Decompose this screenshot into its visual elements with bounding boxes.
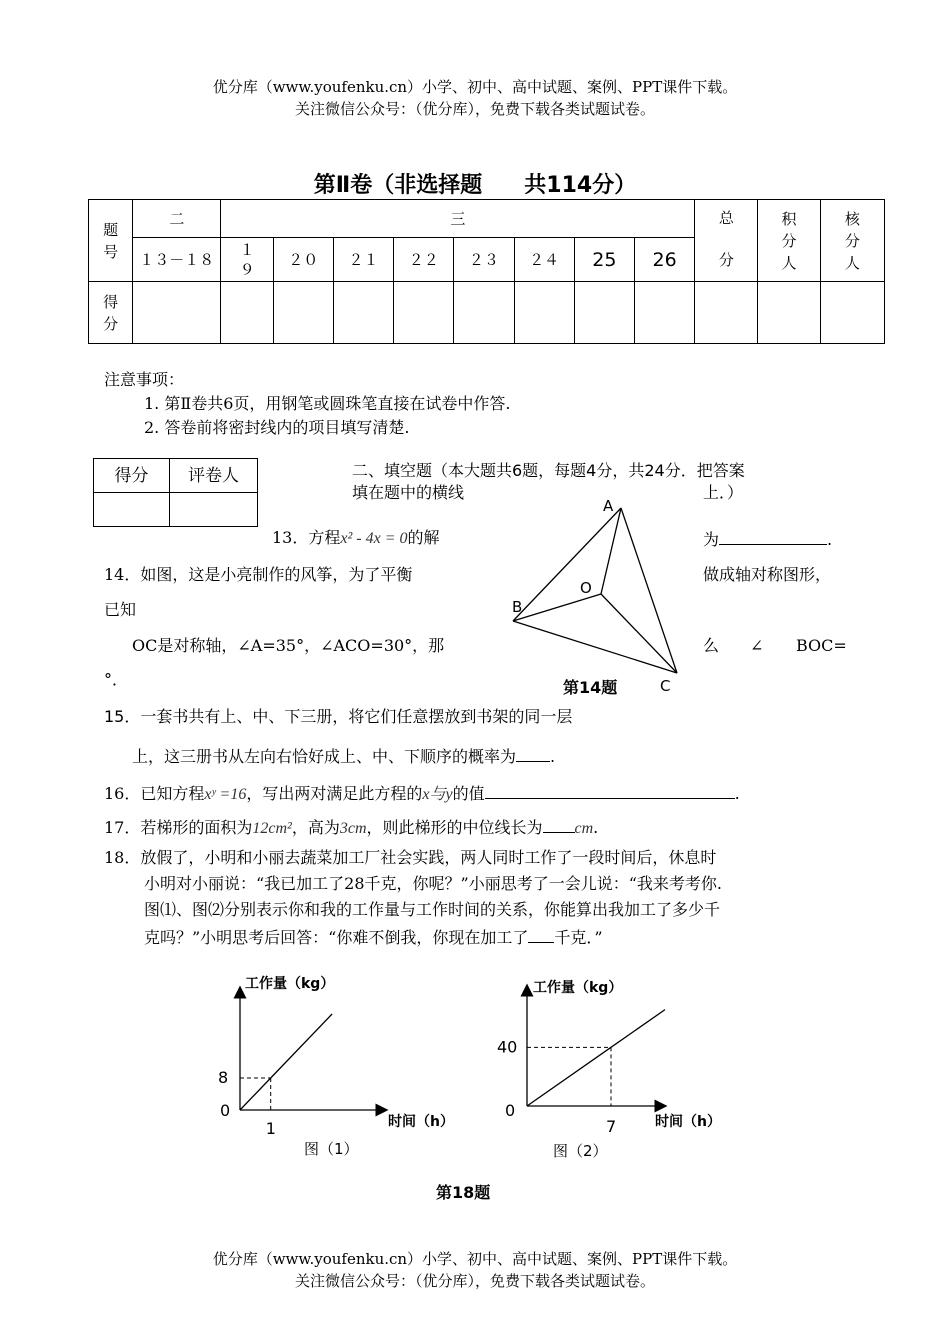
chart2-ylabel: 工作量（kg） [533, 980, 623, 996]
q14-fig-caption: 第14题 [563, 678, 618, 697]
section2-heading-line1: 二、填空题（本大题共6题，每题4分，共24分．把答案 [352, 461, 745, 480]
cell-section-3: 三 [221, 200, 695, 238]
q18-line1: 18．放假了，小明和小丽去蔬菜加工厂社会实践，两人同时工作了一段时间后，休息时 [104, 848, 717, 867]
q16-answer-blank[interactable] [485, 780, 735, 799]
score-table [88, 199, 885, 344]
chart1-y-tick: 8 [218, 1068, 229, 1087]
score-input-hefen[interactable] [820, 282, 884, 344]
score-input-21[interactable] [333, 282, 393, 344]
chart2-y-tick: 40 [497, 1037, 518, 1057]
title-part-2: 共114分） [524, 173, 637, 198]
section2-heading-line2a: 填在题中的横线 [352, 483, 465, 502]
cell-col-19: １９ [221, 238, 273, 282]
q18-chart-2 [495, 966, 755, 1166]
q14-line3a: OC是对称轴，∠A=35°，∠ACO=30°，那 [132, 636, 445, 655]
q18-line3: 图⑴、图⑵分别表示你和我的工作量与工作时间的关系，你能算出我加工了多少千 [144, 900, 721, 919]
score-input-23[interactable] [454, 282, 514, 344]
chart1-title: 图（1） [304, 1140, 359, 1158]
q16-xy: x与y [422, 786, 453, 803]
q18-line4: 克吗？”小明思考后回答：“你难不倒我，你现在加工了 千克．” [144, 924, 603, 950]
cell-col-13-18: １３－１８ [133, 238, 221, 282]
q16-equation: xʸ =16 [204, 786, 247, 803]
header-line-1: 优分库（www.youfenku.cn）小学、初中、高中试题、案例、PPT课件下载。 [212, 78, 738, 96]
q15-line1: 15．一套书共有上、中、下三册，将它们任意摆放到书架的同一层 [104, 707, 573, 726]
q17-unit: cm [574, 820, 594, 837]
q18-fig-caption: 第18题 [436, 1183, 491, 1202]
q18-answer-blank[interactable] [528, 924, 554, 943]
q18-line2: 小明对小丽说：“我已加工了28千克，你呢？”小丽思考了一会儿说：“我来考考你. [144, 874, 722, 893]
cell-col-22: ２２ [394, 238, 454, 282]
q14-line2: 已知 [104, 600, 137, 619]
cell-col-21: ２１ [333, 238, 393, 282]
cell-tihao: 题号 [89, 200, 133, 282]
footer-line-1: 优分库（www.youfenku.cn）小学、初中、高中试题、案例、PPT课件下载。 [212, 1250, 738, 1268]
kite-label-b: B [512, 598, 523, 616]
q18-chart-1 [210, 964, 460, 1164]
kite-label-c: C [660, 677, 671, 695]
kite-label-o: O [580, 579, 592, 597]
chart2-title: 图（2） [553, 1142, 608, 1160]
chart1-x-tick: 1 [265, 1119, 276, 1138]
grader-defen-label: 得分 [94, 459, 170, 493]
q17-text: 17．若梯形的面积为12cm²，高为3cm，则此梯形的中位线长为 cm. [104, 814, 598, 841]
section2-heading-line2b: 上．） [703, 483, 744, 502]
q13-answer-blank[interactable] [719, 526, 827, 545]
q16-text: 16．已知方程xʸ =16，写出两对满足此方程的x与y的值 . [104, 780, 740, 807]
cell-col-26: 26 [634, 238, 694, 282]
q13-answer: 为 . [703, 526, 832, 552]
score-input-19[interactable] [221, 282, 273, 344]
q14-line1a: 14．如图，这是小亮制作的风筝，为了平衡 [104, 565, 413, 584]
score-input-24[interactable] [514, 282, 574, 344]
score-input-20[interactable] [273, 282, 333, 344]
page-title [0, 168, 950, 199]
q17-answer-blank[interactable] [543, 814, 575, 833]
score-input-25[interactable] [574, 282, 634, 344]
score-input-26[interactable] [634, 282, 694, 344]
cell-zongfen: 总 分 [695, 200, 758, 282]
cell-col-25: 25 [574, 238, 634, 282]
cell-col-24: ２４ [514, 238, 574, 282]
header-line-2: 关注微信公众号：（优分库），免费下载各类试题试卷。 [294, 100, 655, 118]
score-input-22[interactable] [394, 282, 454, 344]
q14-line3b-1: 么 [703, 636, 720, 655]
chart1-origin: 0 [220, 1101, 231, 1120]
kite-edge-ao [601, 508, 621, 594]
q14-line1b: 做成轴对称图形， [703, 565, 832, 584]
title-part-1: 第Ⅱ卷（非选择题 [313, 173, 483, 198]
q14-line4: °． [104, 670, 129, 689]
q15-line2: 上，这三册书从左向右恰好成上、中、下顺序的概率为 . [132, 743, 555, 769]
cell-jifenren: 积分人 [758, 200, 820, 282]
cell-section-2: 二 [133, 200, 221, 238]
cell-defen: 得分 [89, 282, 133, 344]
notes-item-2: 2. 答卷前将密封线内的项目填写清楚. [144, 418, 410, 437]
q13-text: 13．方程x² - 4x = 0的解 [272, 528, 440, 547]
notes-heading: 注意事项： [104, 370, 185, 389]
chart2-x-tick: 7 [606, 1117, 617, 1136]
chart2-series-line [527, 1010, 665, 1106]
grader-name-input[interactable] [170, 493, 258, 527]
kite-label-a: A [603, 497, 614, 515]
q14-line3b-2: ∠ [750, 636, 764, 655]
chart1-ylabel: 工作量（kg） [245, 976, 335, 992]
q14-kite-figure [500, 494, 690, 704]
chart2-origin: 0 [505, 1101, 516, 1120]
notes-item-1: 1. 第Ⅱ卷共6页，用钢笔或圆珠笔直接在试卷中作答. [144, 394, 511, 413]
score-input-13-18[interactable] [133, 282, 221, 344]
kite-edge-ac [621, 508, 677, 673]
score-input-total[interactable] [695, 282, 758, 344]
cell-col-23: ２３ [454, 238, 514, 282]
cell-hefenren: 核分人 [820, 200, 884, 282]
chart1-xlabel: 时间（h） [388, 1114, 454, 1130]
grader-pingjuanren-label: 评卷人 [170, 459, 258, 493]
footer-line-2: 关注微信公众号：（优分库），免费下载各类试题试卷。 [294, 1272, 655, 1290]
chart1-series-line [240, 1014, 332, 1110]
q17-height: 3cm [339, 820, 367, 837]
grader-score-input[interactable] [94, 493, 170, 527]
score-input-jifen[interactable] [758, 282, 820, 344]
q13-equation: x² - 4x = 0 [340, 530, 408, 547]
q14-line3b-3: BOC= [796, 636, 847, 655]
q15-answer-blank[interactable] [516, 743, 550, 762]
q17-area: 12cm² [252, 820, 292, 837]
cell-col-20: ２０ [273, 238, 333, 282]
chart2-xlabel: 时间（h） [655, 1114, 721, 1130]
grader-box [93, 458, 258, 527]
